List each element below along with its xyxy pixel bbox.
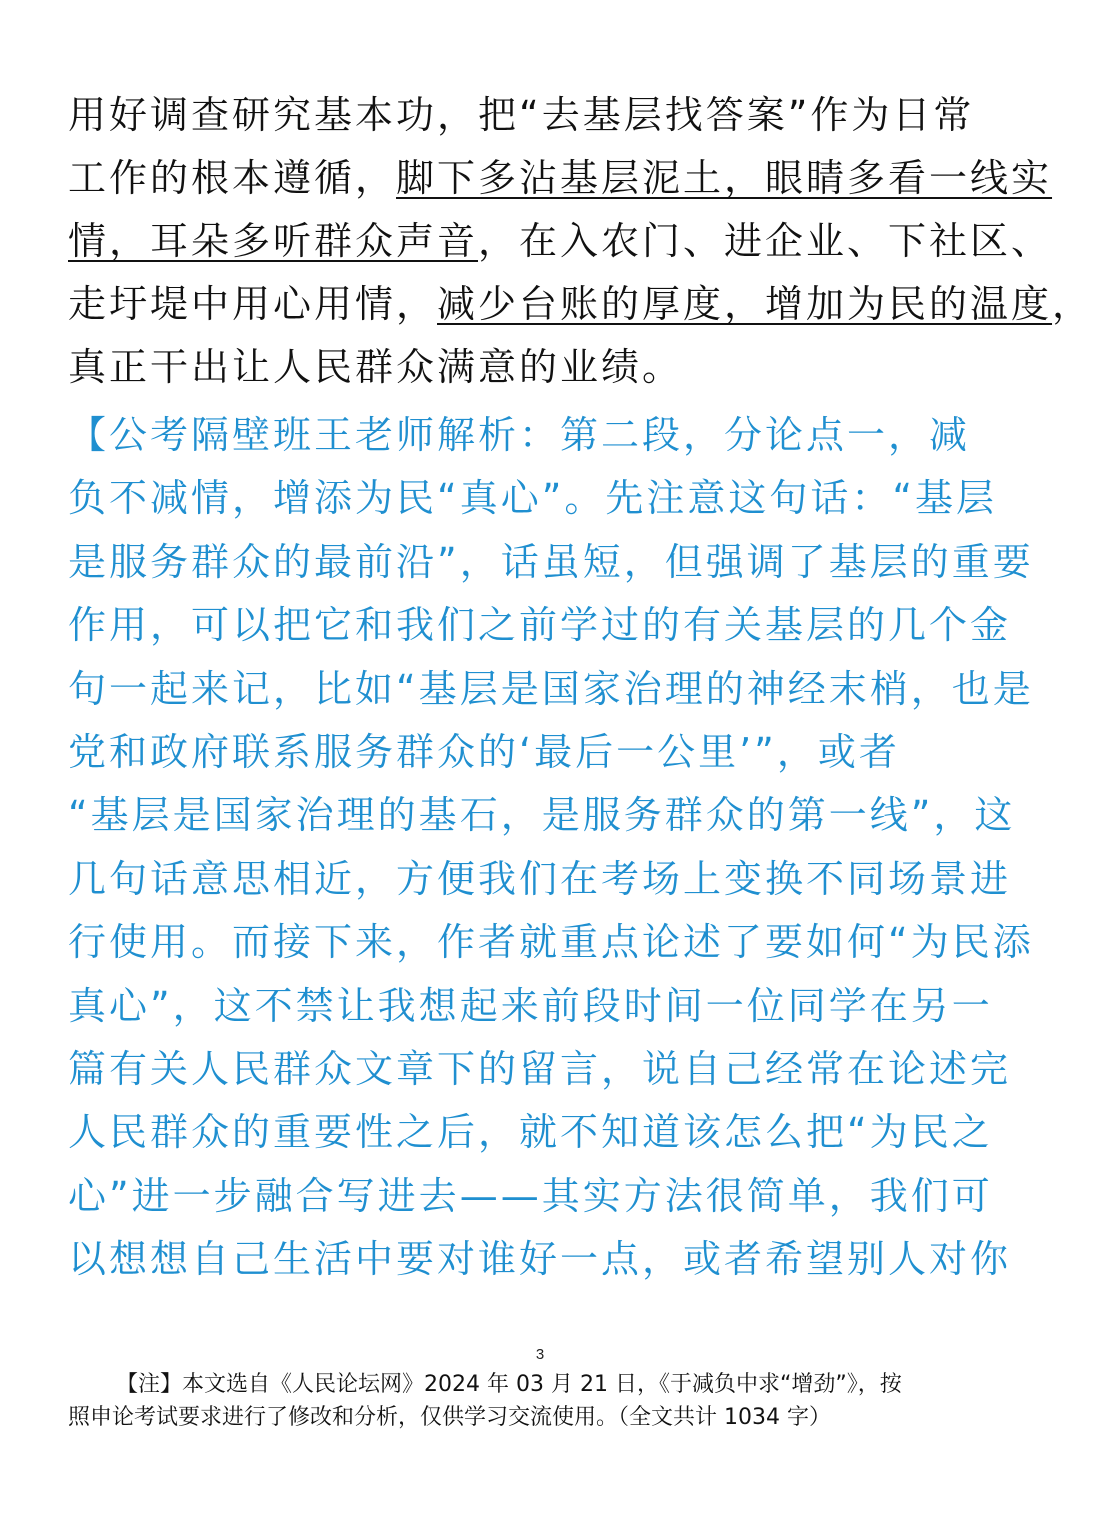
page-number: 3 (535, 1346, 545, 1363)
underlined-text: 情，耳朵多听群众声音 (68, 219, 479, 263)
paragraph-text: 用好调查研究基本功，把“去基层找答案”作为日常 (68, 93, 975, 137)
analysis-line: 心”进一步融合写进去——其实方法很简单，我们可 (68, 1173, 993, 1218)
paragraph-line (68, 147, 1053, 210)
footnote (68, 1368, 1028, 1434)
footnote-line: 【注】本文选自《人民论坛网》2024 年 03 月 21 日，《于减负中求“增劲”》，按 (116, 1372, 902, 1397)
paragraph-line (68, 210, 1053, 273)
footnote-line: 照申论考试要求进行了修改和分析，仅供学习交流使用。（全文共计 1034 字） (68, 1405, 831, 1430)
underlined-text: 脚下多沾基层泥土，眼睛多看一线实 (396, 156, 1053, 200)
analysis-line: 句一起来记，比如“基层是国家治理的神经末梢，也是 (68, 666, 1034, 711)
analysis-line: 篇有关人民群众文章下的留言，说自己经常在论述完 (68, 1046, 1012, 1091)
paragraph-text: ， (1052, 282, 1093, 326)
analysis-paragraph (68, 404, 1034, 1291)
paragraph-line (68, 84, 1028, 147)
main-paragraph (68, 84, 1093, 399)
analysis-line: 党和政府联系服务群众的‘最后一公里’”，或者 (68, 729, 900, 774)
paragraph-line (68, 336, 1028, 399)
analysis-line: 真心”，这不禁让我想起来前段时间一位同学在另一 (68, 983, 993, 1028)
analysis-line: 是服务群众的最前沿”，话虽短，但强调了基层的重要 (68, 539, 1034, 584)
paragraph-text: 走圩堤中用心用情， (68, 282, 438, 326)
paragraph-text: 工作的根本遵循， (68, 156, 397, 200)
analysis-line: 几句话意思相近，方便我们在考场上变换不同场景进 (68, 856, 1012, 901)
analysis-line: 以想想自己生活中要对谁好一点，或者希望别人对你 (68, 1237, 1012, 1282)
paragraph-text: ，在入农门、进企业、下社区、 (478, 219, 1053, 263)
paragraph-line (68, 273, 1093, 336)
underlined-text: 减少台账的厚度，增加为民的温度 (437, 282, 1053, 326)
analysis-line: “基层是国家治理的基石，是服务群众的第一线”，这 (68, 793, 1016, 838)
analysis-line: 负不减情，增添为民“真心”。先注意这句话：“基层 (68, 476, 998, 521)
paragraph-text: 真正干出让人民群众满意的业绩。 (68, 345, 684, 389)
analysis-line: 人民群众的重要性之后，就不知道该怎么把“为民之 (68, 1110, 993, 1155)
analysis-line: 行使用。而接下来，作者就重点论述了要如何“为民添 (68, 920, 1034, 965)
analysis-line: 作用，可以把它和我们之前学过的有关基层的几个金 (68, 603, 1012, 648)
analysis-line: 【公考隔壁班王老师解析：第二段，分论点一，减 (68, 413, 971, 457)
